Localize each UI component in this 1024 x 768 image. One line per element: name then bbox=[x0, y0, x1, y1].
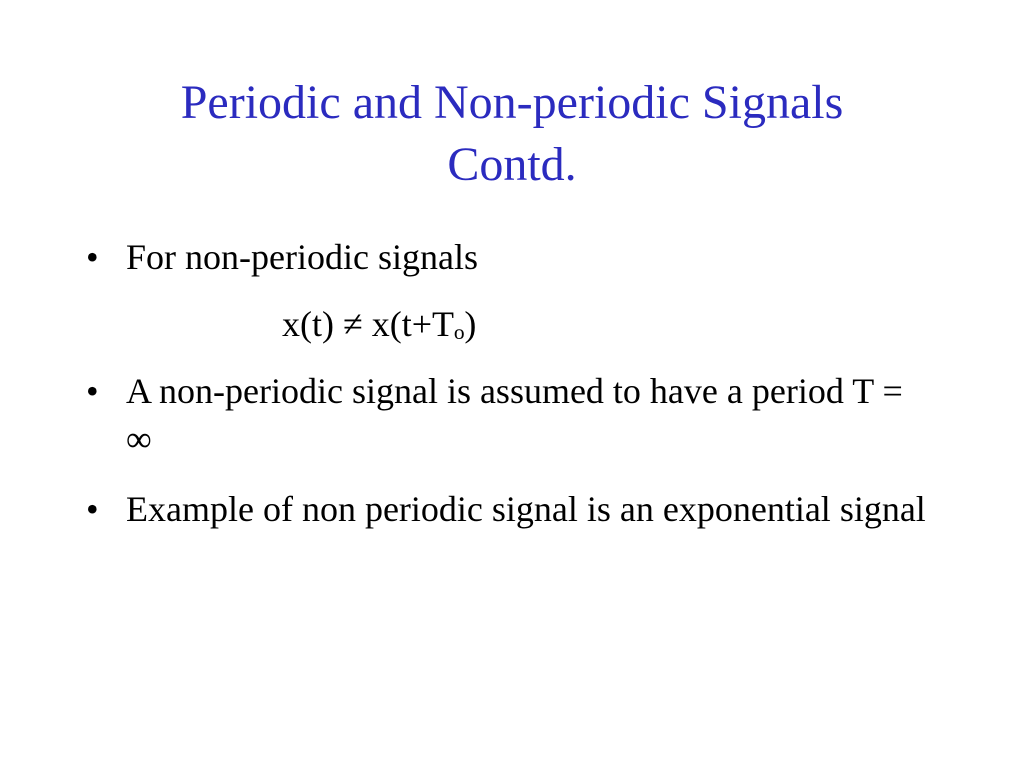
slide-title-line-1: Periodic and Non-periodic Signals bbox=[180, 76, 844, 129]
slide-title-line-2: Contd. bbox=[447, 138, 577, 191]
bullet-item bbox=[86, 485, 936, 533]
formula: x(t) ≠ x(t+Tₒ) bbox=[282, 304, 477, 344]
bullet-text: Example of non periodic signal is an exponential signal bbox=[126, 489, 926, 529]
bullet-item bbox=[86, 233, 936, 281]
bullet-text: A non-periodic signal is assumed to have a period T = ∞ bbox=[126, 371, 903, 459]
bullet-marker: • bbox=[86, 371, 99, 411]
bullet-marker: • bbox=[86, 489, 99, 529]
bullet-marker: • bbox=[86, 237, 99, 277]
bullet-text: For non-periodic signals bbox=[126, 237, 478, 277]
bullet-item bbox=[86, 367, 936, 463]
slide-title bbox=[60, 72, 964, 196]
